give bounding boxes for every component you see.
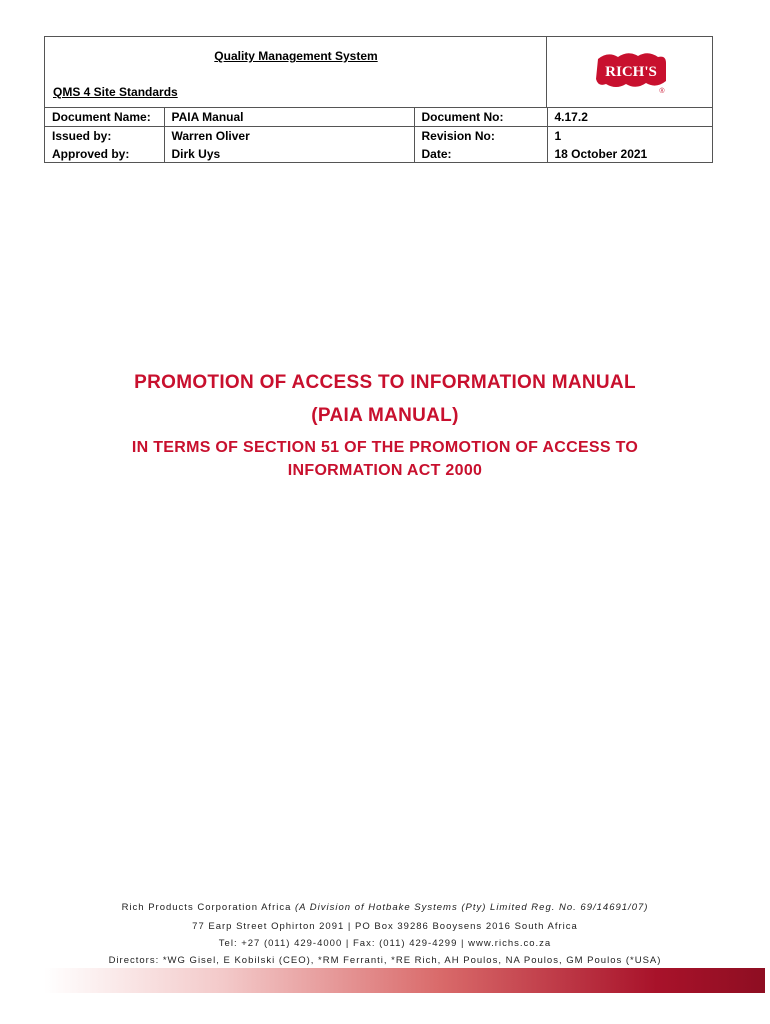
document-name-value: PAIA Manual bbox=[164, 108, 414, 127]
table-row bbox=[45, 127, 712, 146]
registered-mark: ® bbox=[659, 88, 665, 95]
document-no-label: Document No: bbox=[414, 108, 547, 127]
footer-contact: Tel: +27 (011) 429-4000 | Fax: (011) 429-4299 | www.richs.co.za bbox=[218, 938, 552, 949]
document-header bbox=[44, 36, 713, 163]
standards-subtitle: QMS 4 Site Standards bbox=[53, 85, 178, 99]
revision-no-value: 1 bbox=[547, 127, 712, 146]
table-row bbox=[45, 108, 712, 127]
system-title: Quality Management System bbox=[214, 49, 378, 63]
main-title-line2: (PAIA MANUAL) bbox=[311, 405, 459, 426]
issued-by-label: Issued by: bbox=[45, 127, 164, 146]
document-no-value: 4.17.2 bbox=[547, 108, 712, 127]
document-info-table bbox=[45, 107, 712, 163]
footer-address: 77 Earp Street Ophirton 2091 | PO Box 39286 Booysens 2016 South Africa bbox=[192, 921, 578, 932]
approved-by-label: Approved by: bbox=[45, 145, 164, 163]
issued-by-value: Warren Oliver bbox=[164, 127, 414, 146]
company-name: Rich Products Corporation Africa bbox=[121, 902, 296, 913]
footer-directors: Directors: *WG Gisel, E Kobilski (CEO), *RM Ferranti, *RE Rich, AH Poulos, NA Poulos, GM Poulos (*USA) bbox=[108, 955, 662, 966]
logo-text: RICH'S bbox=[605, 64, 657, 80]
header-title-cell bbox=[45, 37, 547, 107]
revision-no-label: Revision No: bbox=[414, 127, 547, 146]
company-registration: (A Division of Hotbake Systems (Pty) Limited Reg. No. 69/14691/07) bbox=[295, 902, 649, 913]
table-row bbox=[45, 145, 712, 163]
richs-logo bbox=[594, 49, 668, 95]
footer-company bbox=[40, 902, 730, 913]
document-name-label: Document Name: bbox=[45, 108, 164, 127]
date-value: 18 October 2021 bbox=[547, 145, 712, 163]
subtitle-line1: IN TERMS OF SECTION 51 OF THE PROMOTION OF ACCESS TO bbox=[131, 439, 639, 456]
approved-by-value: Dirk Uys bbox=[164, 145, 414, 163]
main-title-line1: PROMOTION OF ACCESS TO INFORMATION MANUAL bbox=[134, 372, 636, 393]
date-label: Date: bbox=[414, 145, 547, 163]
logo-cell bbox=[547, 37, 713, 107]
footer-gradient-bar bbox=[44, 968, 765, 993]
subtitle-line2: INFORMATION ACT 2000 bbox=[287, 462, 483, 479]
